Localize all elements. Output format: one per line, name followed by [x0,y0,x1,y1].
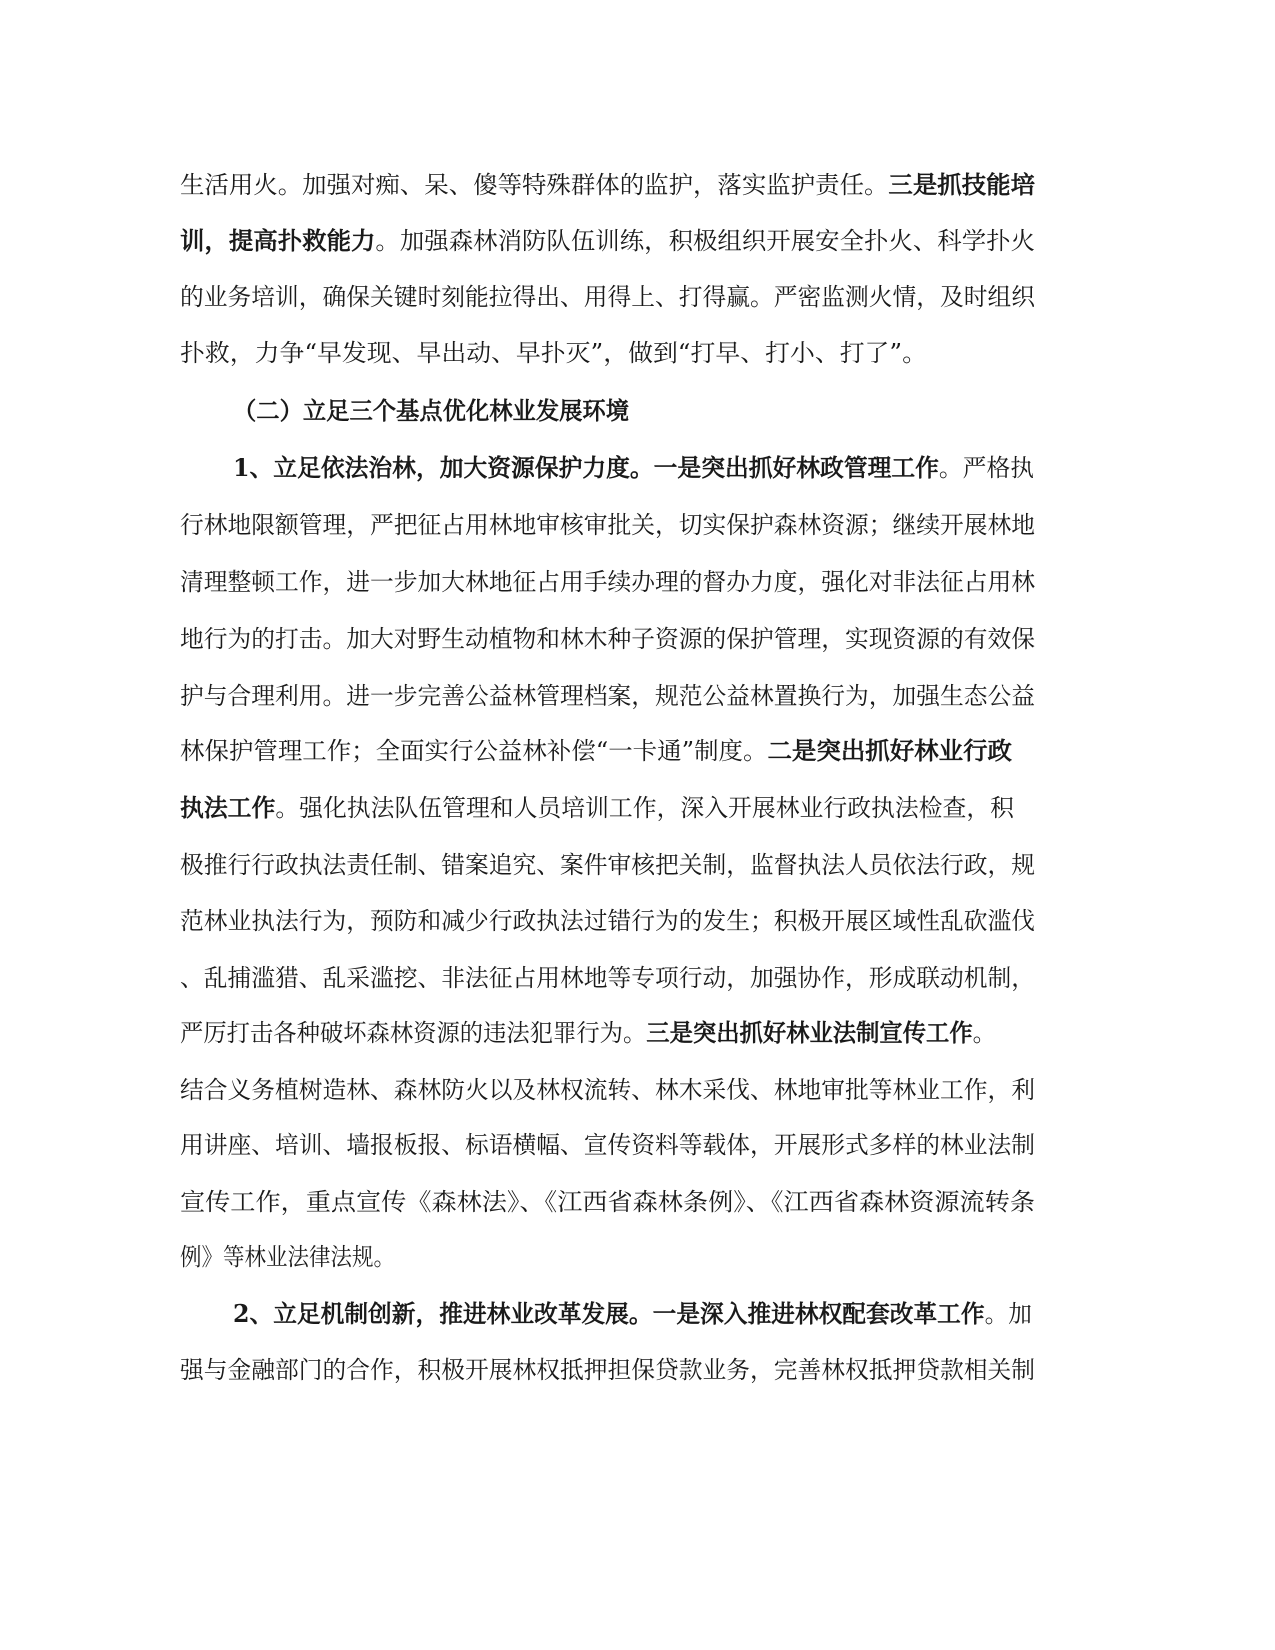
bold-text-run: （二）立足三个基点优化林业发展环境 [233,396,629,425]
text-run: 行林地限额管理，严把征占用林地审核审批关，切实保护森林资源；继续开展林地 [180,511,1035,539]
text-run: 清理整顿工作，进一步加大林地征占用手续办理的督办力度，强化对非法征占用林 [180,568,1035,596]
line-text [180,505,1035,545]
line-text [180,731,1012,771]
text-line [180,1070,1044,1110]
text-line [180,788,1020,828]
text-run: 用讲座、培训、墙报板报、标语横幅、宣传资料等载体，开展形式多样的林业法制 [180,1131,1035,1159]
text-line [180,562,1044,602]
bold-text-run: 执法工作 [180,793,276,822]
text-run: 严厉打击各种破坏森林资源的违法犯罪行为。 [180,1019,647,1047]
line-text [180,562,1035,602]
text-run: 护与合理利用。进一步完善公益林管理档案，规范公益林置换行为，加强生态公益 [180,682,1035,710]
text-run: 的业务培训，确保关键时刻能拉得出、用得上、打得赢。严密监测火情，及时组织 [180,283,1035,311]
text-line [180,277,1044,317]
section-heading [233,391,641,431]
line-text [180,1350,1035,1390]
text-run: 例》等林业法律法规。 [180,1243,395,1271]
line-text [180,1182,1035,1222]
text-line [180,676,1044,716]
text-run: 宣传工作，重点宣传《森林法》、《江西省森林条例》、《江西省森林资源流转条 [180,1188,1035,1216]
text-line [180,1182,1035,1222]
text-line [180,221,1035,261]
line-text [180,221,1035,261]
line-text [233,1294,1032,1334]
text-run: 。 [972,1019,996,1047]
bold-text-run: 训，提高扑救能力 [180,226,376,255]
text-line [180,1125,1044,1165]
bold-text-run: 三是抓技能培 [888,170,1035,199]
line-text [180,958,1035,998]
text-run: 范林业执法行为，预防和减少行政执法过错行为的发生；积极开展区域性乱砍滥伐 [180,907,1035,935]
text-line [180,1013,1020,1053]
text-run: 强与金融部门的合作，积极开展林权抵押担保贷款业务，完善林权抵押贷款相关制 [180,1356,1035,1384]
line-text [180,1013,996,1053]
text-line [180,1350,1044,1390]
text-run: 、乱捕滥猎、乱采滥挖、非法征占用林地等专项行动，加强协作，形成联动机制， [180,964,1035,992]
line-text [180,333,927,373]
bold-text-run: 2、立足机制创新，推进林业改革发展。一是深入推进林权配套改革工作 [233,1299,985,1328]
line-text [180,165,1035,205]
line-text [180,619,1035,659]
text-line [233,448,1042,488]
text-run: 。强化执法队伍管理和人员培训工作，深入开展林业行政执法检查，积 [275,794,1014,822]
text-run: 。加强森林消防队伍训练，积极组织开展安全扑火、科学扑火 [375,227,1035,255]
line-text [233,391,629,431]
line-text [180,901,1035,941]
line-text [180,676,1035,716]
text-line [180,165,1035,205]
text-run: 。加 [984,1300,1032,1328]
text-line [180,731,1012,771]
text-line [233,1294,1042,1334]
line-text [233,448,1034,488]
text-run: 结合义务植树造林、森林防火以及林权流转、林木采伐、林地审批等林业工作，利 [180,1076,1035,1104]
bold-text-run: 二是突出抓好林业行政 [767,736,1012,765]
line-text [180,788,1014,828]
line-text [180,1125,1035,1165]
text-line [180,845,1044,885]
text-run: 极推行行政执法责任制、错案追究、案件审核把关制，监督执法人员依法行政，规 [180,851,1035,879]
text-line [180,619,1044,659]
text-line [180,958,1044,998]
text-run: 。严格执 [938,454,1034,482]
text-run: 生活用火。加强对痴、呆、傻等特殊群体的监护，落实监护责任。 [180,171,889,199]
bold-text-run: 1、立足依法治林，加大资源保护力度。一是突出抓好林政管理工作 [233,453,939,482]
text-line [180,1237,420,1277]
text-run: 扑救，力争“早发现、早出动、早扑灭”，做到“打早、打小、打了”。 [180,339,927,367]
bold-text-run: 三是突出抓好林业法制宣传工作 [646,1018,973,1047]
text-line [180,505,1044,545]
line-text [180,845,1035,885]
text-run: 地行为的打击。加大对野生动植物和林木种子资源的保护管理，实现资源的有效保 [180,625,1035,653]
line-text [180,1237,395,1277]
line-text [180,277,1035,317]
text-line [180,901,1044,941]
text-line [180,333,927,373]
line-text [180,1070,1035,1110]
text-run: 林保护管理工作；全面实行公益林补偿“一卡通”制度。 [180,737,768,765]
